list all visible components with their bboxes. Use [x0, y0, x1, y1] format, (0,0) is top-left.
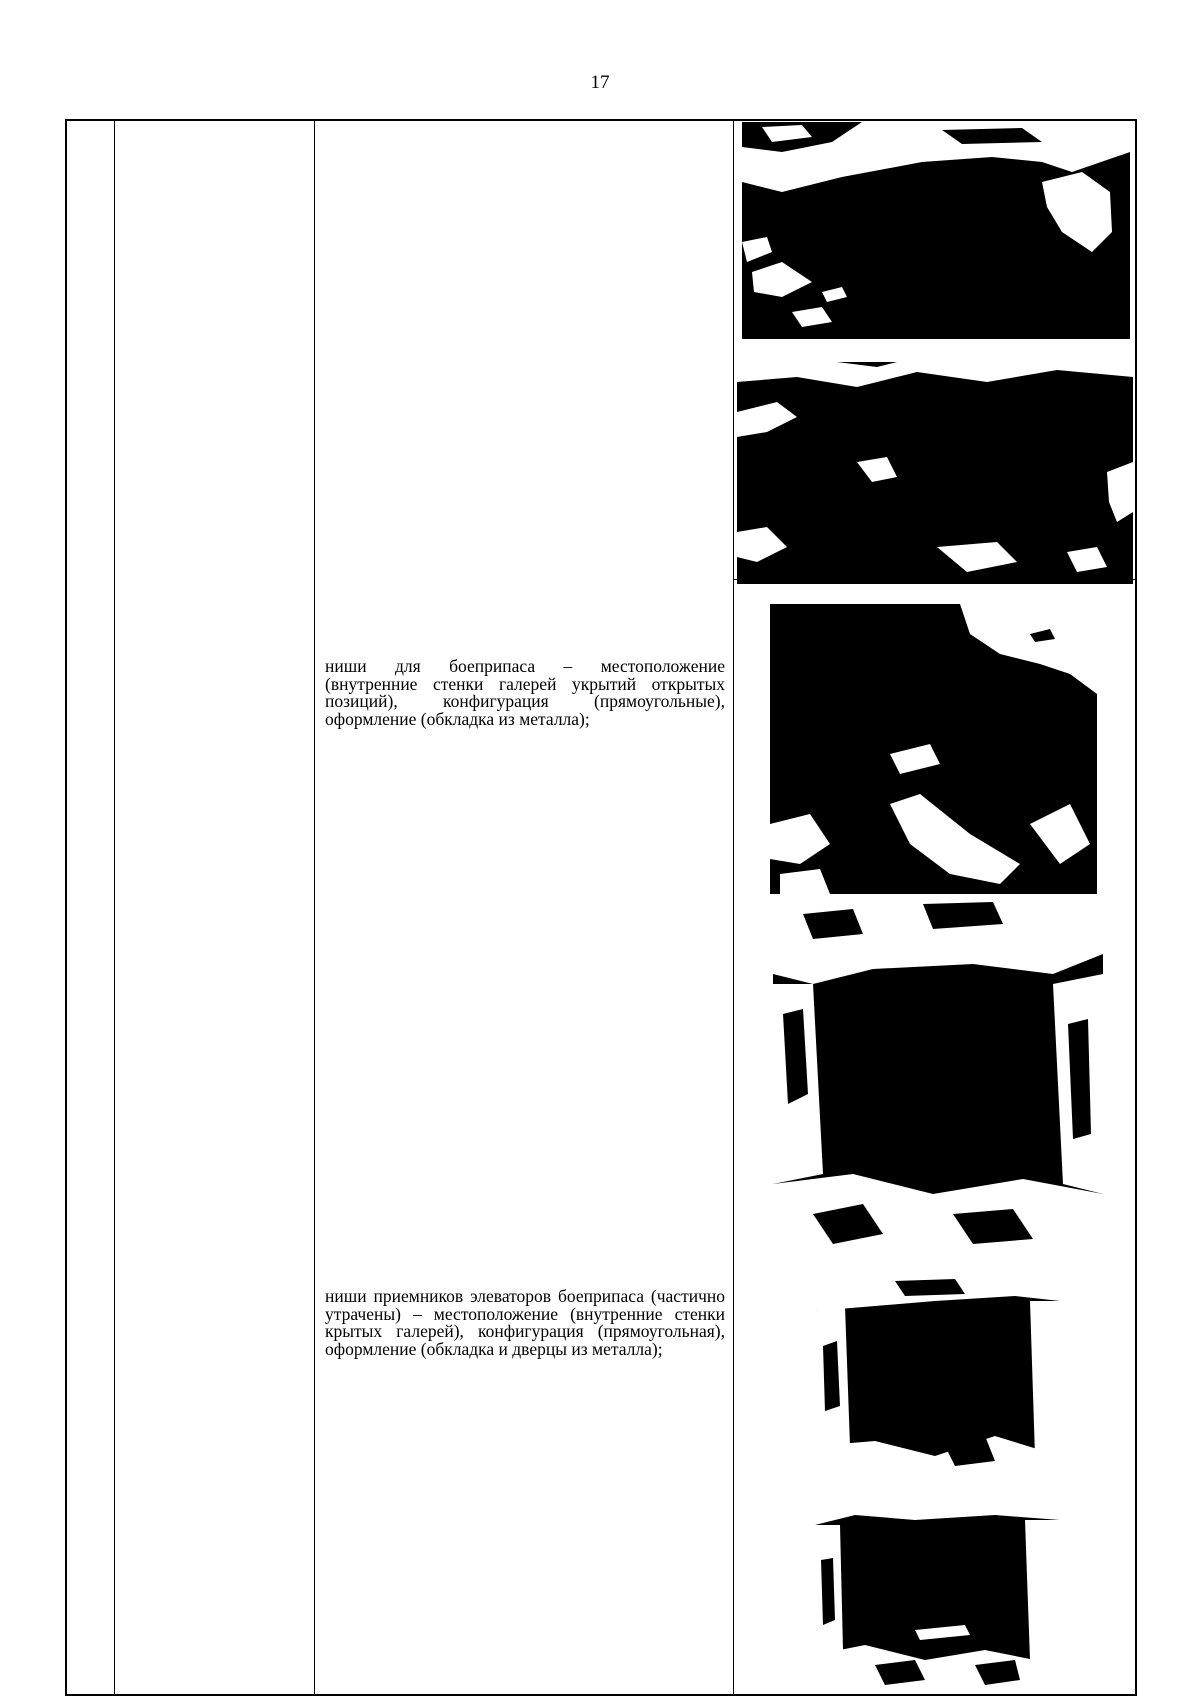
shelter-photo-1	[742, 122, 1130, 339]
ammunition-niche-photo-2	[773, 894, 1103, 1254]
elevator-niche-photo-2	[815, 1500, 1060, 1690]
column-divider-1	[114, 121, 115, 1694]
elevator-niche-description: ниши приемников элеваторов боеприпаса (частично утрачены) – местоположение (внутренние стенки крытых галерей), конфигурация (прямоугольная), оформление (обкладка и дверцы из металла);	[325, 1286, 725, 1359]
column-divider-3	[733, 121, 734, 1694]
column-divider-2	[314, 121, 315, 1694]
ammunition-niche-description: ниши для боеприпаса – местоположение (внутренние стенки галерей укрытий открытых позиций), конфигурация (прямоугольные), оформление (обкладка из металла);	[325, 656, 725, 729]
shelter-photo-2	[737, 362, 1133, 584]
elevator-niche-photo-1	[815, 1276, 1060, 1476]
page-number: 17	[590, 72, 610, 93]
ammunition-niche-photo-1	[770, 604, 1097, 894]
